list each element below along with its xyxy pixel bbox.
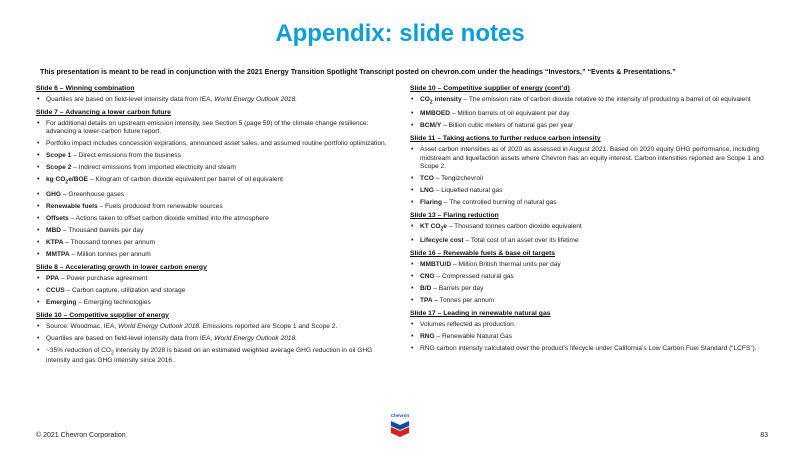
chevron-logo-wordmark: Chevron [390, 413, 410, 418]
list-item: • Portfolio impact includes concession expirations, announced asset sales, and assumed routine portfolio optimization. [36, 140, 391, 148]
section-heading-slide-11: Slide 11 – Taking actions to further reduce carbon intensity [410, 135, 601, 143]
slide-11-notes [410, 146, 775, 207]
list-item: • Offsets – Actions taken to offset carbon dioxide emitted into the atmosphere [36, 215, 391, 223]
slide-7-notes [36, 120, 391, 259]
list-item: • Quartiles are based on field-level intensity data from IEA, World Energy Outlook 2018. [36, 335, 391, 343]
list-item: • KTPA – Thousand tonnes per annum [36, 239, 391, 247]
list-item: • Emerging – Emerging technologies [36, 299, 391, 307]
list-item: • MMBOED – Million barrels of oil equivalent per day [410, 110, 775, 118]
section-heading-slide-10-contd: Slide 10 – Competitive supplier of energy (cont’d) [410, 85, 570, 92]
left-column [36, 84, 391, 369]
section-heading-slide-13: Slide 13 – Flaring reduction [410, 212, 499, 220]
list-item: • LNG – Liquefied natural gas [410, 187, 775, 195]
list-item: • ~35% reduction of $CO_2$ intensity by 2028 is based on an estimated weighted average GHG reduction in oil GHG intensity and gas GHG intensity since 2016. [36, 347, 391, 366]
slide-13-notes [410, 223, 775, 246]
list-item: • MMBTU/D – Million British thermal units per day [410, 261, 775, 269]
list-item: • MMTPA – Million tonnes per annum [36, 251, 391, 259]
list-item: • B/D – Barrels per day [410, 285, 775, 293]
slide-10-contd-notes [410, 96, 775, 131]
list-item: • MBD – Thousand barrels per day [36, 227, 391, 235]
section-heading-slide-8: Slide 8 – Accelerating growth in lower carbon energy [36, 263, 207, 271]
list-item: • Scope 1 – Direct emissions from the business [36, 152, 391, 160]
list-item: • Scope 2 – Indirect emissions from imported electricity and steam [36, 164, 391, 172]
list-item: • RNG carbon intensity calculated over the product’s lifecycle under California’s Low Carbon Fuel Standard (“LCFS”). [410, 345, 775, 353]
list-item: • CNG – Compressed natural gas [410, 273, 775, 281]
section-heading-slide-7: Slide 7 – Advancing a lower carbon future [36, 109, 171, 116]
copyright-text: © 2021 Chevron Corporation [36, 432, 126, 439]
chevron-logo [386, 413, 414, 443]
section-heading-slide-17: Slide 17 – Leading in renewable natural gas [410, 310, 551, 318]
list-item: • Source: Woodmac, IEA, World Energy Outlook 2018. Emissions reported are Scope 1 and Scope 2. [36, 323, 391, 331]
page-subtitle: This presentation is meant to be read in conjunction with the 2021 Energy Transition Spotlight Transcript posted on chevron.com under the headings “Investors,” “Events & Presentations.” [40, 68, 676, 76]
list-item: • Lifecycle cost – Total cost of an asset over its lifetime [410, 237, 775, 245]
slide-10-notes [36, 323, 391, 366]
list-item: • Renewable fuels – Fuels produced from renewable sources [36, 203, 391, 211]
list-item: • CCUS – Carbon capture, utilization and storage [36, 287, 391, 295]
list-item: • $CO_2$ intensity – The emission rate of carbon dioxide relative to the intensity of producing a barrel of oil equivalent [410, 96, 775, 107]
list-item: • kg $CO_2e$/BOE – Kilogram of carbon dioxide equivalent per barrel of oil equivalent [36, 176, 391, 187]
list-item: • PPA – Power purchase agreement [36, 275, 391, 283]
list-item: • TPA – Tonnes per annum [410, 297, 775, 305]
slide-17-notes [410, 321, 775, 353]
list-item: • TCO – Tengizchevroil [410, 175, 775, 183]
list-item: • GHG – Greenhouse gases [36, 191, 391, 199]
list-item: • For additional details on upstream emission intensity, see Section 5 (page 59) of the climate change resilience: advancing a lower-carbon future report. [36, 120, 391, 137]
page-title: Appendix: slide notes [275, 20, 525, 47]
section-heading-slide-16: Slide 16 – Renewable fuels & base oil targets [410, 250, 556, 258]
section-heading-slide-6: Slide 6 – Winning combination [36, 85, 135, 92]
list-item: • Volumes reflected as production. [410, 321, 775, 329]
slide-16-notes [410, 261, 775, 305]
list-item: • Flaring – The controlled burning of natural gas [410, 199, 775, 207]
page-number: 83 [760, 432, 768, 439]
list-item: • KT $CO_2e$ – Thousand tonnes carbon dioxide equivalent [410, 223, 775, 234]
list-item: • RNG – Renewable Natural Gas [410, 333, 775, 341]
section-heading-slide-10: Slide 10 – Competitive supplier of energy [36, 311, 169, 319]
list-item: • BCM/Y – Billion cubic meters of natural gas per year [410, 122, 775, 130]
list-item: • Asset carbon intensities as of 2020 as assessed in August 2021. Based on 2020 equity GHG performance, including midstream and liquefaction assets where Chevron has an equity interest. Carbon intensities reported are Scope 1 and Scope 2. [410, 146, 775, 171]
slide-8-notes [36, 275, 391, 307]
right-column [410, 84, 775, 357]
list-item: • Quartiles are based on field-level intensity data from IEA, World Energy Outlook 2018. [36, 96, 391, 104]
slide-6-notes [36, 96, 391, 104]
